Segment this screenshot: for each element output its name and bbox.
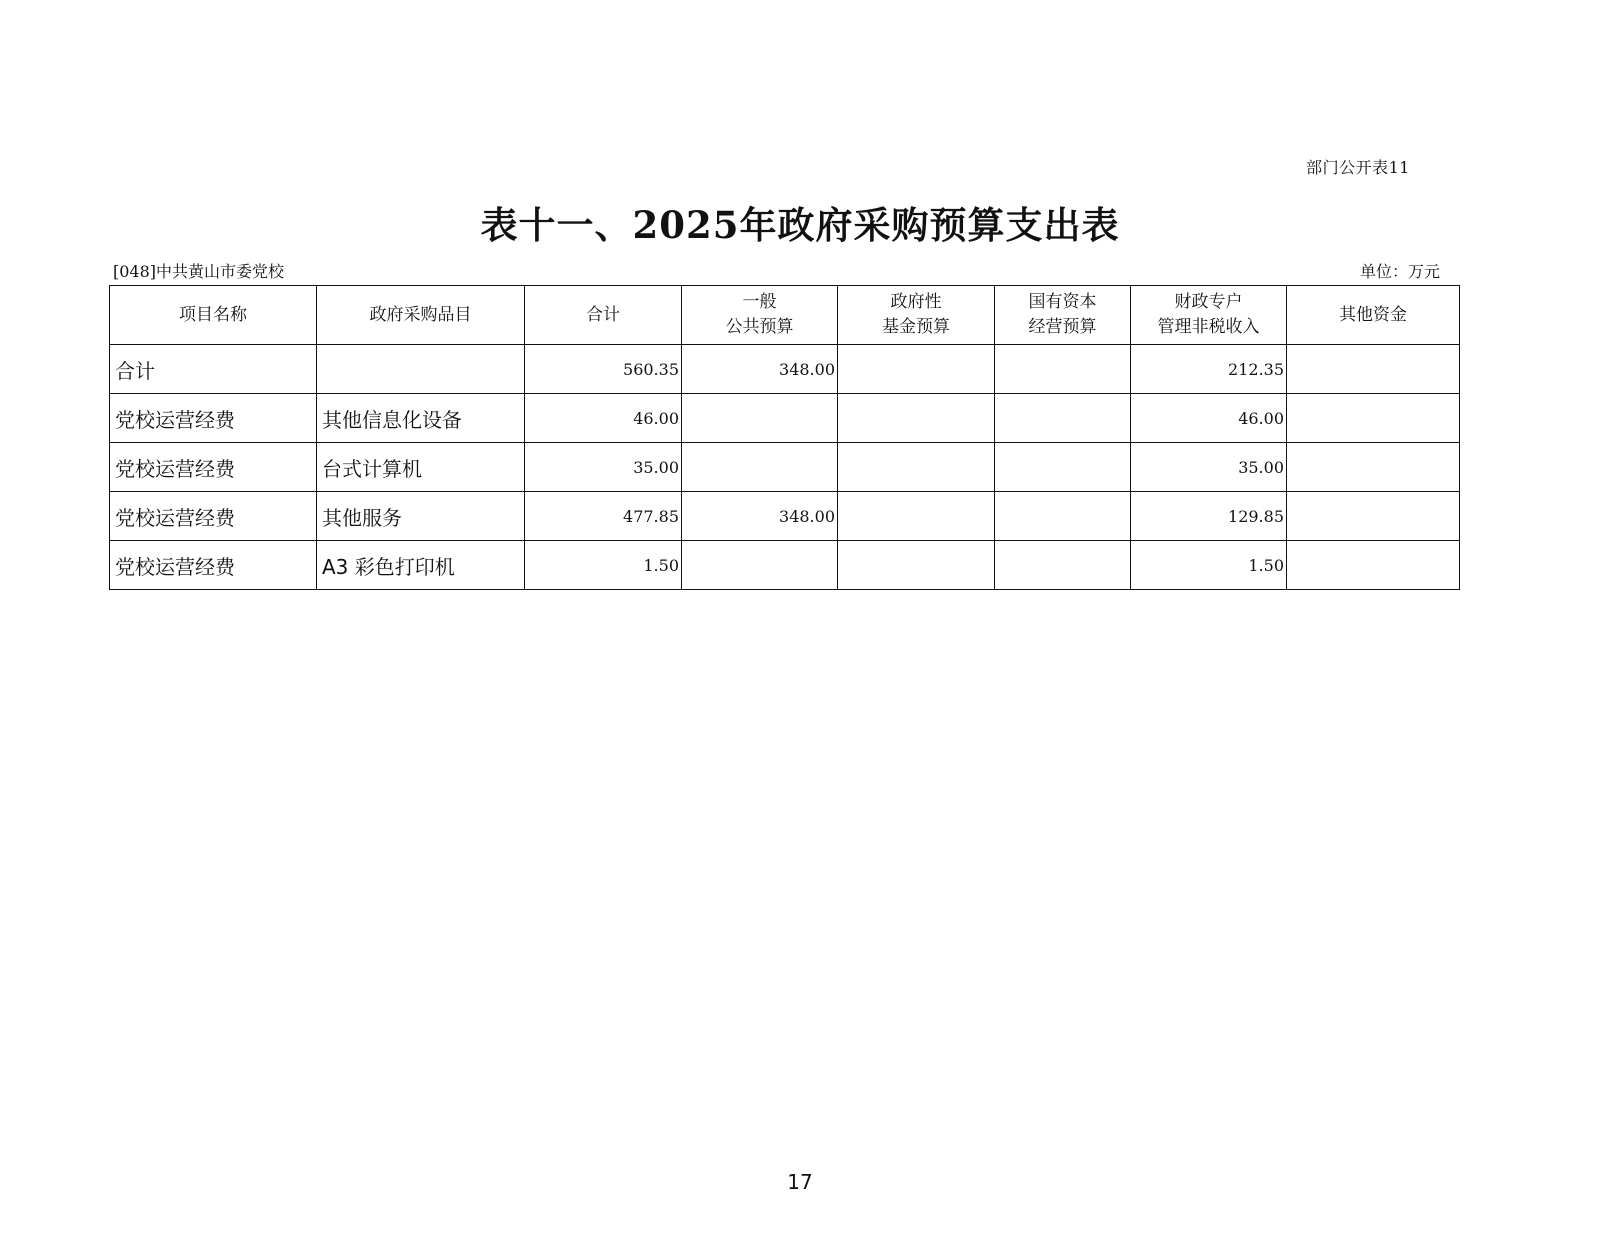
cell-procurement-item — [317, 345, 525, 394]
cell-project-name: 党校运营经费 — [110, 443, 317, 492]
cell-other-funds — [1287, 443, 1460, 492]
cell-general-public-budget — [682, 443, 838, 492]
col-header-other-funds: 其他资金 — [1287, 286, 1460, 345]
cell-other-funds — [1287, 492, 1460, 541]
procurement-budget-table — [109, 285, 1460, 590]
cell-special-account-income: 212.35 — [1131, 345, 1287, 394]
cell-procurement-item: 其他服务 — [317, 492, 525, 541]
col-header-procurement-item: 政府采购品目 — [317, 286, 525, 345]
form-number: 部门公开表11 — [1306, 158, 1410, 177]
cell-procurement-item: 台式计算机 — [317, 443, 525, 492]
table-row-total — [110, 345, 1460, 394]
col-header-general-public-budget: 一般 公共预算 — [682, 286, 838, 345]
cell-special-account-income: 1.50 — [1131, 541, 1287, 590]
cell-gov-fund-budget — [838, 394, 995, 443]
cell-total: 35.00 — [525, 443, 682, 492]
col-header-project-name: 项目名称 — [110, 286, 317, 345]
cell-project-name: 党校运营经费 — [110, 394, 317, 443]
cell-total: 46.00 — [525, 394, 682, 443]
cell-total: 560.35 — [525, 345, 682, 394]
cell-procurement-item: A3 彩色打印机 — [317, 541, 525, 590]
cell-total: 1.50 — [525, 541, 682, 590]
cell-other-funds — [1287, 394, 1460, 443]
col-header-state-capital-budget: 国有资本 经营预算 — [995, 286, 1131, 345]
cell-other-funds — [1287, 345, 1460, 394]
cell-special-account-income: 129.85 — [1131, 492, 1287, 541]
cell-gov-fund-budget — [838, 541, 995, 590]
col-header-gov-fund-budget: 政府性 基金预算 — [838, 286, 995, 345]
page-number: 17 — [787, 1170, 813, 1194]
table-row — [110, 492, 1460, 541]
table-row — [110, 443, 1460, 492]
cell-project-name: 合计 — [110, 345, 317, 394]
cell-state-capital-budget — [995, 394, 1131, 443]
col-header-total: 合计 — [525, 286, 682, 345]
cell-state-capital-budget — [995, 492, 1131, 541]
page-title: 表十一、2025年政府采购预算支出表 — [480, 203, 1120, 247]
cell-general-public-budget — [682, 541, 838, 590]
organization-label: [048]中共黄山市委党校 — [113, 262, 285, 281]
cell-special-account-income: 35.00 — [1131, 443, 1287, 492]
cell-gov-fund-budget — [838, 492, 995, 541]
cell-gov-fund-budget — [838, 443, 995, 492]
cell-project-name: 党校运营经费 — [110, 541, 317, 590]
cell-gov-fund-budget — [838, 345, 995, 394]
cell-state-capital-budget — [995, 541, 1131, 590]
unit-label: 单位：万元 — [1359, 262, 1440, 281]
cell-state-capital-budget — [995, 443, 1131, 492]
cell-general-public-budget: 348.00 — [682, 345, 838, 394]
cell-special-account-income: 46.00 — [1131, 394, 1287, 443]
table-header-row — [110, 286, 1460, 345]
cell-total: 477.85 — [525, 492, 682, 541]
cell-general-public-budget — [682, 394, 838, 443]
table-row — [110, 394, 1460, 443]
cell-state-capital-budget — [995, 345, 1131, 394]
table-row — [110, 541, 1460, 590]
col-header-special-account-income: 财政专户 管理非税收入 — [1131, 286, 1287, 345]
cell-general-public-budget: 348.00 — [682, 492, 838, 541]
cell-procurement-item: 其他信息化设备 — [317, 394, 525, 443]
cell-other-funds — [1287, 541, 1460, 590]
cell-project-name: 党校运营经费 — [110, 492, 317, 541]
